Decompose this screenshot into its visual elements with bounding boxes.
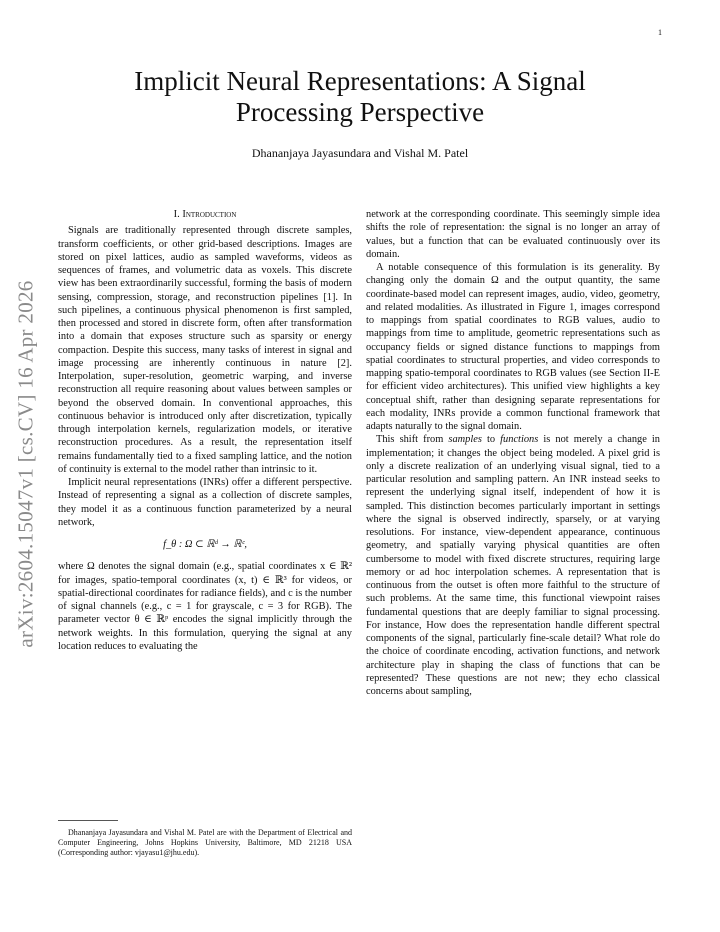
page-number: 1 [658, 28, 662, 37]
right-paragraph-3-mid: to [481, 434, 501, 446]
paper-title: Implicit Neural Representations: A Signal Processing Perspective [134, 66, 586, 127]
paper-authors: Dhananjaya Jayasundara and Vishal M. Patel [251, 146, 469, 160]
section-heading-introduction: I. Introduction [173, 209, 237, 220]
intro-paragraph-1: Signals are traditionally represented through discrete samples, transform coefficients, or other grid-based descriptions. Images are stored on pixel lattices, audio as sampled waveforms, videos as sequences of frames, and volumetric data as voxels. This discrete view has been extraordinarily successful, forming the basis of modern sensing, compression, storage, and reconstruction pipelines [1]. In such pipelines, a continuous physical phenomenon is first sampled, then processed and stored in discrete form, often after transformation into a domain that exposes structure such as sparsity or energy compaction. Despite this success, many tasks of interest in signal and image processing are inherently continuous in nature [2]. Interpolation, super-resolution, geometric warping, and inverse reconstruction all require reasoning about values between samples or beyond the observed domain. In conventional approaches, this continuous behavior is introduced only after discretization, typically through interpolation kernels, regularization models, or iterative reconstruction procedures. As a result, the representation itself remains fundamentally tied to a fixed sampling lattice, and the notion of continuity is external to the model rather than intrinsic to it. [58, 225, 352, 475]
arxiv-identifier-stamp [8, 258, 44, 670]
left-column [58, 208, 352, 653]
author-affiliation-footnote: Dhananjaya Jayasundara and Vishal M. Patel are with the Department of Electrical and Computer Engineering, Johns Hopkins University, Baltimore, MD 21218 USA (Corresponding author: vjayasu1@jhu.edu). [58, 828, 352, 857]
inr-equation: f_θ : Ω ⊂ ℝᵈ → ℝᶜ, [163, 539, 247, 550]
functions-emphasis: functions [500, 434, 539, 446]
right-paragraph-3 [366, 433, 660, 698]
arxiv-identifier-text: arXiv:2604.15047v1 [cs.CV] 16 Apr 2026 [13, 280, 38, 648]
right-column [366, 208, 660, 698]
right-paragraph-1: network at the corresponding coordinate. This seemingly simple idea shifts the role of representation: the signal is no longer an array of values, but a function that can be evaluated continuously over its domain. [366, 209, 660, 260]
right-paragraph-3-rest: is not merely a change in implementation; it changes the object being modeled. A pixel grid is only a discrete realization of an underlying visual signal, tied to a particular resolution and sampling pattern. An INR instead seeks to represent the underlying signal itself, independent of how it is sampled. This distinction becomes particularly important in settings where the signal is observed indirectly, sparsely, or at varying resolutions. For instance, view-dependent appearance, continuous geometry, and spatially varying physical quantities are often cumbersome to model with fixed discrete structures, requiring large memory or ad hoc interpolation schemes. A representation that is continuous from the outset is often more faithful to the structure of such problems. At the same time, this functional viewpoint raises fundamental questions that are deeply familiar to signal processing. For instance, How does the representation handle different spectral components of the signal, particularly fine-scale detail? What role do the choice of coordinate encoding, activation functions, and network architecture play in shaping the class of functions that can be represented? These questions are not new; they echo classical concerns about sampling, [366, 434, 660, 697]
intro-paragraph-2: Implicit neural representations (INRs) offer a different perspective. Instead of representing a signal as a collection of discrete samples, they model it as a continuous function parameterized by a neural network, [58, 477, 352, 528]
right-paragraph-2: A notable consequence of this formulation is its generality. By changing only the domain Ω and the output quantity, the same coordinate-based model can represent images, audio, video, geometry, and related modalities. As illustrated in Figure 1, images correspond to mappings from spatial coordinates to RGB values, audio to mappings from time to amplitude, geometric representations such as occupancy fields or signed distance functions to mappings from spatial coordinates to structural properties, and video corresponds to mapping spatio-temporal coordinates to RGB values (see Section II-E for efficient video architectures). This unified view highlights a key conceptual shift, rather than designing separate representations for each modality, INRs provide a common functional framework that adapts naturally to the signal domain. [366, 262, 660, 432]
intro-paragraph-3: where Ω denotes the signal domain (e.g., spatial coordinates x ∈ ℝ² for images, spatio-temporal coordinates (x, t) ∈ ℝ³ for videos, or spatial-directional coordinates for radiance fields), and c is the number of signal channels (e.g., c = 1 for grayscale, c = 3 for RGB). The parameter vector θ ∈ ℝᵖ encodes the signal implicitly through the network weights. In this formulation, querying the signal at any location reduces to evaluating the [58, 561, 352, 652]
samples-emphasis: samples [448, 434, 482, 446]
footnote-divider [58, 820, 118, 821]
right-paragraph-3-start: This shift from [376, 434, 449, 446]
